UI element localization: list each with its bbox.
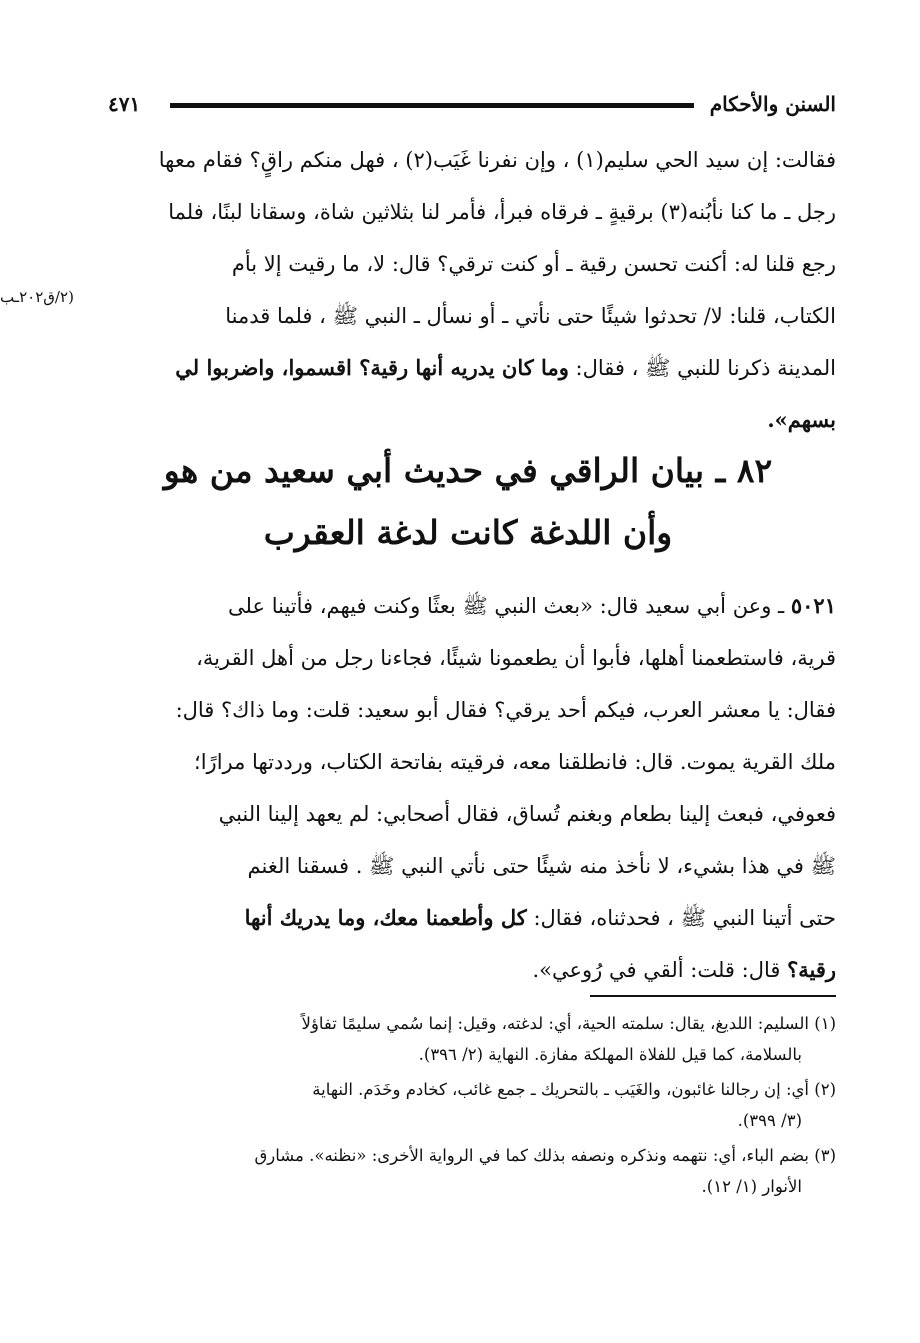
text-line: فعوفي، فبعث إلينا بطعام وبغنم تُساق، فقال أصحابي: لم يعهد إلينا النبي <box>218 802 836 826</box>
footnote-line: بالسلامة، كما قيل للفلاة المهلكة مفازة. النهاية (٢/ ٣٩٦). <box>418 1045 802 1064</box>
prophetic-saying: كل وأطعمنا معك، وما يدريك أنها <box>244 905 527 930</box>
text-line: قرية، فاستطعمنا أهلها، فأبوا أن يطعمونا شيئًا، فجاءنا رجل من أهل القرية، <box>196 646 836 670</box>
text-segment: حتى أتينا النبي ﷺ ، فحدثناه، فقال: <box>533 906 836 930</box>
header-rule <box>170 103 694 108</box>
footnote-separator <box>590 995 836 997</box>
footnote-line: (٢) أي: إن رجالنا غائبون، والغَيَب ـ بالتحريك ـ جمع غائب، كخادم وخَدَم. النهاية <box>312 1080 836 1099</box>
text-line: رجل ـ ما كنا نأبُنه(٣) برقيةٍ ـ فرقاه فبرأ، فأمر لنا بثلاثين شاة، وسقانا لبنًا، فلما <box>168 200 836 224</box>
footnote-2 <box>100 1074 836 1136</box>
prophetic-saying-end: رقية؟ <box>787 957 836 982</box>
chapter-heading <box>100 440 836 564</box>
footnotes <box>100 1008 836 1206</box>
text-line: فقال: يا معشر العرب، فيكم أحد يرقي؟ فقال أبو سعيد: قلت: وما ذاك؟ قال: <box>175 698 836 722</box>
text-line <box>100 944 836 996</box>
text-line <box>100 892 836 944</box>
footnote-line: (٣/ ٣٩٩). <box>737 1111 802 1130</box>
running-title: السنن والأحكام <box>709 92 836 116</box>
hadith-number: ٥٠٢١ <box>790 593 836 618</box>
text-line: الكتاب، قلنا: لا/ تحدثوا شيئًا حتى نأتي ـ أو نسأل ـ النبي ﷺ ، فلما قدمنا <box>225 304 836 328</box>
text-line: فقالت: إن سيد الحي سليم(١) ، وإن نفرنا غَيَب(٢) ، فهل منكم راقٍ؟ فقام معها <box>158 148 836 172</box>
hadith-continuation <box>100 134 836 446</box>
text-line: ملك القرية يموت. قال: فانطلقنا معه، فرقيته بفاتحة الكتاب، ورددتها مرارًا؛ <box>194 750 836 774</box>
text-segment: ـ وعن أبي سعيد قال: «بعث النبي ﷺ بعثًا وكنت فيهم، فأتينا على <box>228 594 785 618</box>
text-line: رجع قلنا له: أكنت تحسن رقية ـ أو كنت ترقي؟ قال: لا، ما رقيت إلا بأم <box>231 252 836 276</box>
footnote-1 <box>100 1008 836 1070</box>
chapter-title-line: ٨٢ ـ بيان الراقي في حديث أبي سعيد من هو <box>163 451 773 490</box>
prophetic-saying-end: بسهم». <box>767 407 836 432</box>
page-header <box>108 88 836 124</box>
text-line <box>100 580 836 632</box>
manuscript-folio-reference: (٢/ق٢٠٢ـب <box>0 288 74 306</box>
footnote-line: (١) السليم: اللديغ، يقال: سلمته الحية، أي: لدغته، وقيل: إنما سُمي سليمًا تفاؤلاً <box>301 1014 836 1033</box>
hadith-5021 <box>100 580 836 996</box>
footnote-line: الأنوار (١/ ١٢). <box>701 1177 802 1196</box>
prophetic-saying: وما كان يدريه أنها رقية؟ اقسموا، واضربوا لي <box>175 355 569 380</box>
footnote-3 <box>100 1140 836 1202</box>
text-segment: قال: قلت: ألقي في رُوعي». <box>532 958 781 982</box>
footnote-line: (٣) بضم الباء، أي: نتهمه ونذكره ونصفه بذلك كما في الرواية الأخرى: «نظنه». مشارق <box>254 1146 836 1165</box>
text-line <box>100 342 836 394</box>
text-line: ﷺ في هذا بشيء، لا نأخذ منه شيئًا حتى نأتي النبي ﷺ . فسقنا الغنم <box>247 854 836 878</box>
text-segment: المدينة ذكرنا للنبي ﷺ ، فقال: <box>575 356 836 380</box>
chapter-title-line: وأن اللدغة كانت لدغة العقرب <box>263 513 673 552</box>
page-number: ٤٧١ <box>108 92 141 116</box>
